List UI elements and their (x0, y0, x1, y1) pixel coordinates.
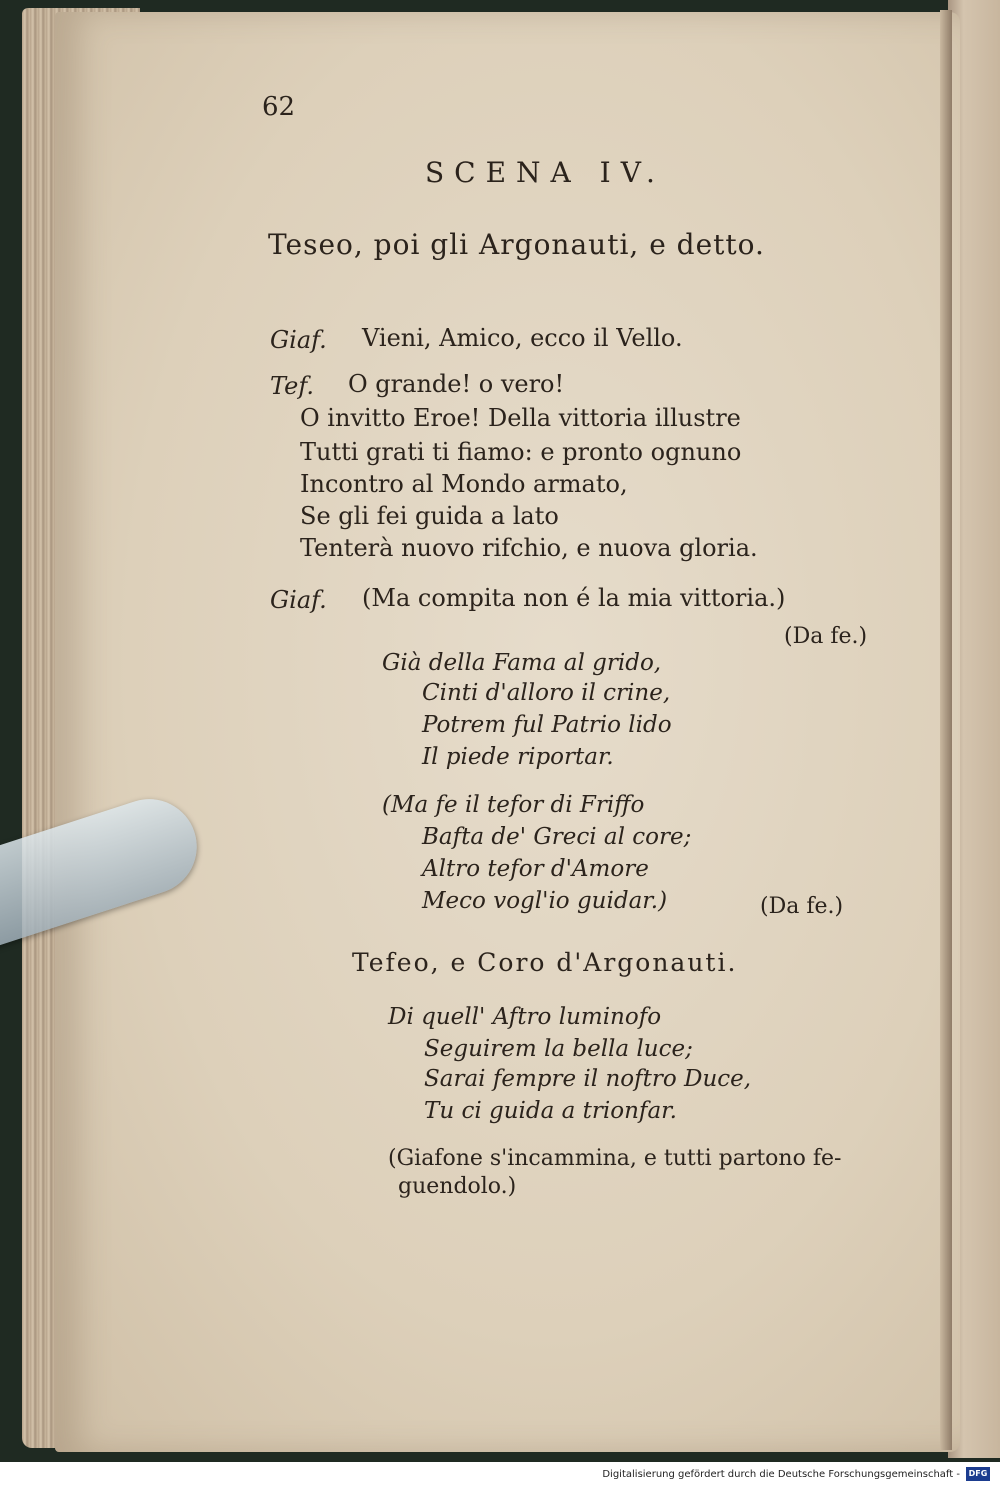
aside-note: (Da fe.) (760, 894, 844, 919)
scene-subtitle: Teseo, poi gli Argonauti, e detto. (268, 228, 765, 261)
aria-line: Bafta de' Greci al core; (422, 824, 692, 850)
speaker-label: Tef. (270, 372, 315, 400)
speaker-label: Giaf. (270, 326, 327, 354)
aria-line: Altro tefor d'Amore (422, 856, 649, 882)
aria-line: (Ma fe il tefor di Friffo (382, 792, 645, 818)
footer-credit: Digitalisierung gefördert durch die Deutsche Forschungsgemeinschaft - (602, 1469, 960, 1480)
dialogue-line: Vieni, Amico, ecco il Vello. (362, 324, 683, 352)
chorus-line: Di quell' Aftro luminofo (388, 1004, 662, 1030)
page-number: 62 (262, 92, 296, 122)
scene-title: SCENA IV. (425, 156, 665, 189)
chorus-line: Tu ci guida a trionfar. (424, 1098, 677, 1124)
dialogue-line: O grande! o vero! (348, 370, 565, 398)
book-gutter (940, 10, 952, 1450)
footer-bar (0, 1462, 1000, 1487)
aria-line: Il piede riportar. (422, 744, 614, 770)
aria-line: Cinti d'alloro il crine, (422, 680, 671, 706)
dialogue-line: (Ma compita non é la mia vittoria.) (362, 584, 786, 612)
chorus-line: Sarai fempre il noftro Duce, (424, 1066, 752, 1092)
aria-line: Meco vogl'io guidar.) (422, 888, 668, 914)
dialogue-line: Tenterà nuovo rifchio, e nuova gloria. (300, 534, 758, 562)
dialogue-line: Incontro al Mondo armato, (300, 470, 628, 498)
stage-direction: guendolo.) (398, 1174, 517, 1199)
chorus-line: Seguirem la bella luce; (424, 1036, 693, 1062)
speaker-label: Giaf. (270, 586, 327, 614)
aria-line: Già della Fama al grido, (382, 650, 662, 676)
stage-direction: (Giafone s'incammina, e tutti partono fe- (388, 1146, 842, 1171)
dfg-logo-icon: DFG (966, 1467, 990, 1481)
aria-line: Potrem ful Patrio lido (422, 712, 672, 738)
dialogue-line: Se gli fei guida a lato (300, 502, 559, 530)
dialogue-line: Tutti grati ti fiamo: e pronto ognuno (300, 438, 742, 466)
dialogue-line: O invitto Eroe! Della vittoria illustre (300, 404, 741, 432)
chorus-title: Tefeo, e Coro d'Argonauti. (352, 948, 738, 977)
aside-note: (Da fe.) (784, 624, 868, 649)
